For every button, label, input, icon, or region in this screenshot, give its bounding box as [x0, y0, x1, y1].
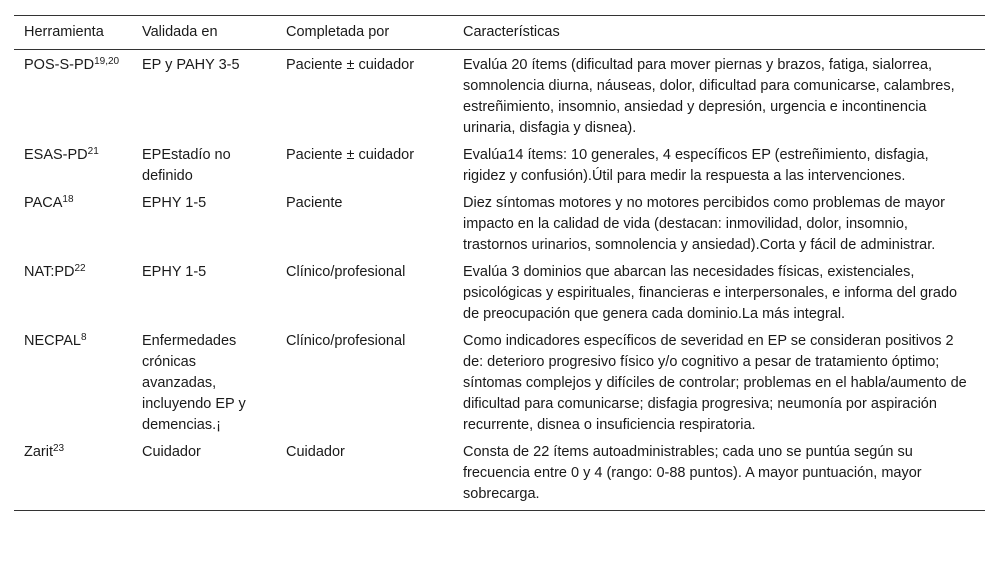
features-cell: Diez síntomas motores y no motores percibidos como problemas de mayor impacto en la calidad de vida (destacan: inmovilidad, dolor, insomnio, trastornos urinarios, somnolencia y ansiedad).Corta y fácil de administrar. [463, 195, 945, 253]
validated-cell: EPHY 1-5 [142, 264, 207, 280]
tool-name: POS-S-PD [24, 57, 95, 73]
tool-name: ESAS-PD [24, 147, 88, 163]
table-row [14, 326, 985, 437]
table-row [14, 140, 985, 188]
header-validated: Validada en [132, 16, 276, 50]
validated-cell: EPHY 1-5 [142, 195, 207, 211]
validated-cell: EP y PAHY 3-5 [142, 57, 240, 73]
completed-by-cell: Clínico/profesional [286, 264, 406, 280]
tool-name: Zarit [24, 444, 53, 460]
validated-cell: Cuidador [132, 437, 276, 511]
validated-cell: Enfermedades crónicas avanzadas, incluyendo EP y demencias.¡ [142, 333, 246, 433]
table-row [14, 50, 985, 141]
tool-ref: 19,20 [94, 56, 120, 67]
completed-by-cell: Cuidador [276, 437, 453, 511]
tool-cell [14, 188, 132, 257]
table-body [14, 50, 985, 511]
tool-cell [14, 50, 132, 141]
header-row [14, 16, 985, 50]
tool-cell [14, 257, 132, 326]
tool-cell [14, 140, 132, 188]
header-completed-by: Completada por [276, 16, 453, 50]
tool-cell [14, 437, 132, 511]
completed-by-cell: Clínico/profesional [286, 333, 406, 349]
header-tool: Herramienta [14, 16, 132, 50]
tool-ref: 18 [62, 194, 74, 205]
table-row [14, 188, 985, 257]
tool-ref: 23 [53, 443, 65, 454]
tool-ref: 21 [87, 146, 99, 157]
tool-name: NECPAL [24, 333, 81, 349]
tool-cell [14, 326, 132, 437]
tool-name: PACA [24, 195, 63, 211]
table-header [14, 16, 985, 50]
features-cell: Como indicadores específicos de severidad en EP se consideran positivos 2 de: deterioro progresivo físico y/o cognitivo a pesar de tratamiento óptimo; síntomas complejos y difíciles de controlar; problemas en el habla/aumento de dificultad para comunicarse; disfagia progresiva; neumonía por aspiración recurrente, disnea o insuficiencia respiratoria. [463, 333, 967, 433]
tool-name: NAT:PD [24, 264, 75, 280]
completed-by-cell: Paciente ± cuidador [286, 57, 415, 73]
features-cell: Evalúa14 ítems: 10 generales, 4 específicos EP (estreñimiento, disfagia, rigidez y confusión).Útil para medir la respuesta a las intervenciones. [463, 147, 929, 184]
table-row [14, 257, 985, 326]
features-cell: Evalúa 20 ítems (dificultad para mover piernas y brazos, fatiga, sialorrea, somnolencia diurna, náuseas, dolor, dificultad para comunicarse, calambres, estreñimiento, insomnio, ansiedad y depresión, urgencia e incontinencia urinaria, disfagia y disnea). [463, 57, 955, 136]
features-cell: Evalúa 3 dominios que abarcan las necesidades físicas, existenciales, psicológicas y espirituales, financieras e interpersonales, e informa del grado de preocupación que genera cada dominio.La más integral. [463, 264, 958, 322]
header-features: Características [453, 16, 985, 50]
completed-by-cell: Paciente [286, 195, 343, 211]
validated-cell: EPEstadío no definido [142, 147, 231, 184]
completed-by-cell: Paciente ± cuidador [286, 147, 415, 163]
table-row [14, 437, 985, 511]
assessment-tools-table [14, 15, 985, 511]
tool-ref: 8 [80, 332, 87, 343]
table-container [14, 15, 985, 511]
tool-ref: 22 [74, 263, 86, 274]
features-cell: Consta de 22 ítems autoadministrables; cada uno se puntúa según su frecuencia entre 0 y 4 (rango: 0-88 puntos). A mayor puntuación, mayor sobrecarga. [453, 437, 985, 511]
